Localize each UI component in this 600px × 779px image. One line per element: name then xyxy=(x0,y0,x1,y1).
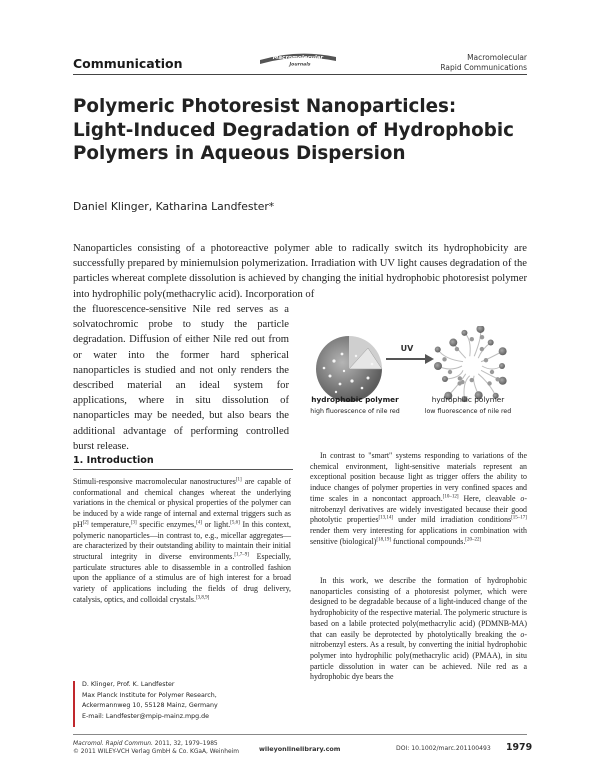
affiliation-line2: Max Planck Institute for Polymer Research, xyxy=(82,691,217,699)
title-line3: Polymers in Aqueous Dispersion xyxy=(73,143,406,165)
website-link[interactable]: wileyonlinelibrary.com xyxy=(259,745,341,753)
section-heading: 1. Introduction xyxy=(73,455,154,466)
hydrophilic-chains xyxy=(434,326,507,402)
chain-end-bead xyxy=(435,347,441,353)
section-label: Communication xyxy=(73,56,183,71)
abstract-wide: Nanoparticles consisting of a photoreactive polymer able to radically switch its hydrophobicity are successfully prepared by miniemulsion polymerization. Irradiation with UV light causes degradation of the particles whereat complete dissolution is achieved by changing the initial hydrophobic photoresist polymer into hydrophilic poly(methacrylic acid). Incorporation of xyxy=(73,243,527,300)
chain-end-bead xyxy=(499,377,507,385)
title-line1: Polymeric Photoresist Nanoparticles: xyxy=(73,96,457,117)
intro-paragraph-1: Stimuli-responsive macromolecular nanostructures[1] are capable of conformational and chemical changes whereat the underlying variations in the chemical or physical properties of the polymer can be induced by a wide range of internal and external triggers such as pH[2] temperature,[3] specific enzymes,[4] or light.[5,6] In this context, polymeric nanoparticles—in contrast to, e.g., micellar aggregates—are characterized by their outstanding ability to maintain their initial structural integrity in diverse environments.[1,7–9] Especially, particulate structures able to disassemble in a controlled fashion upon the appliance of a stimulus are of high interest for a broad variety of applications including the fields of drug delivery, catalysis, optics, and colloidal crystals.[3,8,9] xyxy=(73,477,291,604)
uv-label: UV xyxy=(400,344,414,353)
chain-mid-bead xyxy=(458,376,462,380)
chain-mid-bead xyxy=(457,381,461,385)
chain-mid-bead xyxy=(495,377,499,381)
abstract-narrow: the fluorescence-sensitive Nile red serves as a solvatochromic probe to study the particle degradation. Diffusion of either Nile red out from or water into the former hard spherical nanoparticles is studied and not only renders the described material an ideal system for applications, where in situ dissolution of nanoparticles may be needed, but also bears the additional advantage of performing controlled burst release. xyxy=(73,304,289,452)
section-rule xyxy=(73,469,293,470)
header-rule xyxy=(73,74,527,75)
copyright: © 2011 WILEY-VCH Verlag GmbH & Co. KGaA, Weinheim xyxy=(73,749,239,756)
chain-mid-bead xyxy=(480,347,484,351)
journal-name-line2: Rapid Communications xyxy=(440,62,527,72)
chain-mid-bead xyxy=(480,335,484,339)
title-line2: Light-Induced Degradation of Hydrophobic xyxy=(73,119,514,141)
citation-volume: 2011, 32, 1979–1985 xyxy=(152,741,218,747)
chain-end-bead xyxy=(476,326,484,333)
chain-end-bead xyxy=(449,339,457,347)
uv-arrow xyxy=(386,344,434,364)
chain-mid-bead xyxy=(442,357,446,361)
logo-line1: Macromolecular xyxy=(272,55,324,61)
chain-mid-bead xyxy=(490,370,494,374)
author-list: Daniel Klinger, Katharina Landfester* xyxy=(73,200,275,213)
logo-line2: Journals xyxy=(289,62,311,67)
article-title xyxy=(73,95,527,166)
journal-name-line1: Macromolecular xyxy=(467,53,527,62)
affiliation-block xyxy=(82,680,292,722)
page-number: 1979 xyxy=(506,742,533,753)
intro-paragraph-2: In contrast to "smart" systems responding to variations of the chemical environment, light-sensitive materials represent an exceptional position because light as trigger offers the ability to induce changes of polymer properties in very confined spaces and time scales in a noncontact approach.[10–12] Here, cleavable o-nitrobenzyl derivatives are widely investigated because their good photolytic properties[13,14] under mild irradiation conditions[15–17] render them very interesting for applications in combination with sensitive (biological)[18,19] functional compounds.[20–22] xyxy=(310,451,527,546)
polymer-chain xyxy=(482,366,502,369)
hydrophobic-particle xyxy=(294,334,382,402)
journal-name xyxy=(440,53,527,72)
affiliation-line1: D. Klinger, Prof. K. Landfester xyxy=(82,681,175,688)
chain-mid-bead xyxy=(470,378,474,382)
footer-citation xyxy=(73,740,239,757)
chain-end-bead xyxy=(461,330,467,336)
chain-end-bead xyxy=(488,340,494,346)
chain-mid-bead xyxy=(484,358,488,362)
chain-end-bead xyxy=(499,347,507,355)
affiliation-line3: Ackermannweg 10, 55128 Mainz, Germany xyxy=(82,702,218,710)
toc-right-sub: low fluorescence of nile red xyxy=(424,408,512,415)
chain-end-bead xyxy=(434,362,442,370)
chain-end-bead xyxy=(499,363,505,369)
journal-logo xyxy=(258,51,338,67)
citation-journal: Macromol. Rapid Commun. xyxy=(73,741,153,747)
polymer-chain xyxy=(464,333,470,356)
toc-left-label: hydrophobic polymer xyxy=(311,395,399,404)
toc-right-label: hydrophilic polymer xyxy=(431,395,505,404)
intro-paragraph-3: In this work, we describe the formation of hydrophobic nanoparticles consisting of a photoresist polymer, which were designed to be degradable because of a light-induced change of the hydrophobicity of the respective material. The polymeric structure is based on a labile protected poly(methacrylic acid) (PDMNB-MA) that can easily be deprotected by photolytically breaking the o-nitrobenzyl esters. As a result, by converting the initial hydrophobic polymer into hydrophilic poly(methacrylic acid) (PMAA), in situ particle dissolution in water can be achieved. Nile red as a hydrophobic dye bears the xyxy=(310,576,527,682)
chain-mid-bead xyxy=(448,370,452,374)
chain-end-bead xyxy=(442,376,448,382)
doi: DOI: 10.1002/marc.201100493 xyxy=(396,745,491,752)
chain-mid-bead xyxy=(487,381,491,385)
polymer-chain xyxy=(474,329,480,356)
chain-mid-bead xyxy=(455,347,459,351)
chain-mid-bead xyxy=(470,337,474,341)
toc-left-sub: high fluorescence of nile red xyxy=(310,408,400,415)
affiliation-bar xyxy=(73,681,75,727)
polymer-chain xyxy=(448,374,465,396)
footer-rule xyxy=(73,734,527,735)
affiliation-email[interactable]: E-mail: Landfester@mpip-mainz.mpg.de xyxy=(82,712,210,720)
